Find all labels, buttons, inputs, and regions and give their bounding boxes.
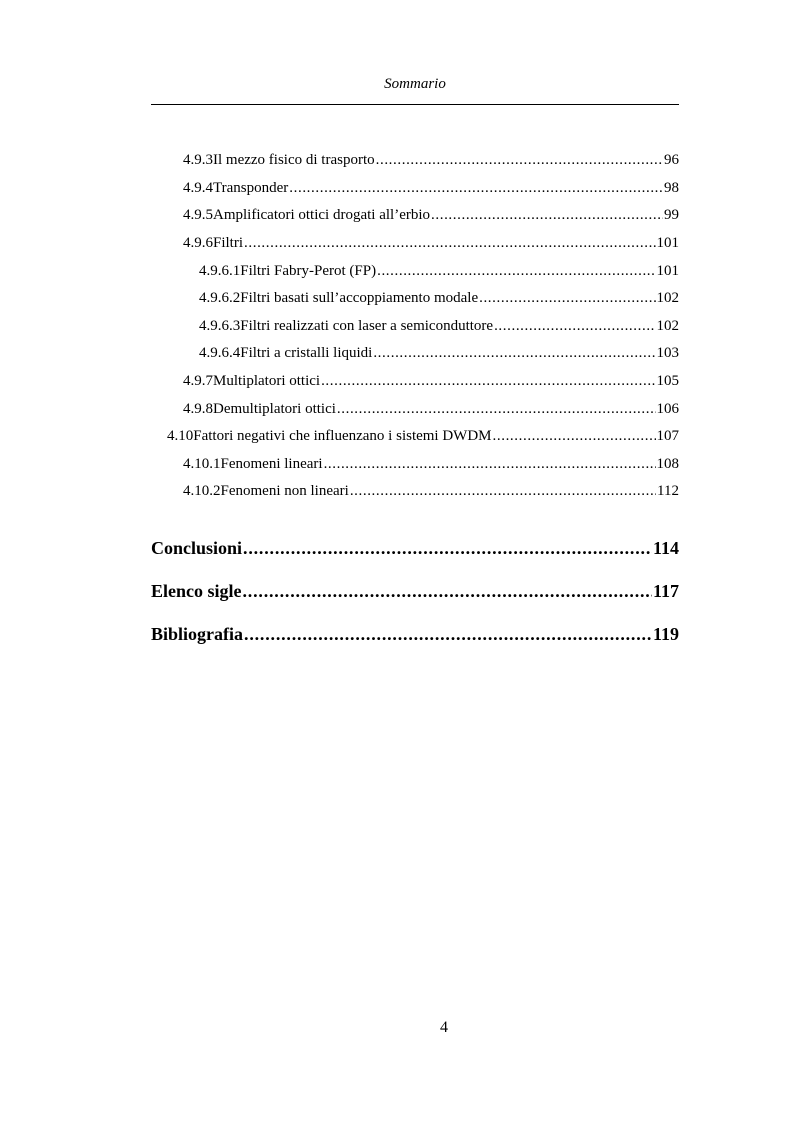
toc-chapter-bibliografia[interactable]: [151, 624, 679, 645]
toc-entry-4-10-2[interactable]: [183, 483, 679, 500]
toc-entry-4-9-6-3[interactable]: [199, 318, 679, 335]
dot-leader: [337, 401, 656, 418]
section-title: Filtri Fabry-Perot (FP): [240, 263, 377, 279]
dot-leader: [376, 152, 663, 169]
dot-leader: [377, 263, 655, 280]
section-number: 4.10.2: [183, 483, 221, 499]
section-page: 99: [664, 207, 679, 223]
section-number: 4.9.6.2: [199, 290, 241, 306]
section-number: 4.9.6.1: [199, 263, 241, 279]
section-page: 112: [657, 483, 679, 499]
section-number: 4.9.6.3: [199, 318, 241, 334]
toc-entry-4-9-6-4[interactable]: [199, 345, 679, 362]
chapter-page: 114: [652, 538, 679, 558]
section-title: Fenomeni non lineari: [220, 483, 349, 499]
dot-leader: [479, 290, 655, 307]
dot-leader: [243, 581, 652, 602]
dot-leader: [244, 235, 655, 252]
toc-entry-4-10[interactable]: [167, 428, 679, 445]
section-page: 102: [656, 290, 679, 306]
toc-entry-4-9-7[interactable]: [183, 373, 679, 390]
section-page: 102: [656, 318, 679, 334]
section-page: 107: [656, 428, 679, 444]
toc-chapter-conclusioni[interactable]: [151, 538, 679, 559]
toc-entry-4-9-5[interactable]: [183, 207, 679, 224]
section-title: Fattori negativi che influenzano i sistemi DWDM: [193, 428, 492, 444]
toc-entry-4-9-4[interactable]: [183, 180, 679, 197]
section-number: 4.10: [167, 428, 194, 444]
toc-chapter-elenco-sigle[interactable]: [151, 581, 679, 602]
toc-entry-4-9-6-2[interactable]: [199, 290, 679, 307]
section-title: Filtri realizzati con laser a semiconduttore: [240, 318, 494, 334]
section-page: 105: [656, 373, 679, 389]
dot-leader: [431, 207, 663, 224]
section-page: 96: [664, 152, 679, 168]
section-title: Multiplatori ottici: [213, 373, 321, 389]
section-page: 101: [656, 263, 679, 279]
dot-leader: [373, 345, 655, 362]
section-title: Demultiplatori ottici: [213, 401, 336, 417]
section-title: Filtri a cristalli liquidi: [240, 345, 373, 361]
section-page: 98: [664, 180, 679, 196]
section-title: Amplificatori ottici drogati all’erbio: [213, 207, 431, 223]
section-page: 103: [656, 345, 679, 361]
section-title: Filtri: [213, 235, 244, 251]
chapter-title: Elenco sigle: [151, 581, 242, 601]
section-page: 101: [656, 235, 679, 251]
dot-leader: [493, 428, 656, 445]
toc-entry-4-9-8[interactable]: [183, 401, 679, 418]
dot-leader: [350, 483, 656, 500]
section-number: 4.9.8: [183, 401, 213, 417]
section-title: Filtri basati sull’accoppiamento modale: [240, 290, 479, 306]
page-number: 4: [440, 1019, 448, 1036]
toc-entry-4-9-3[interactable]: [183, 152, 679, 169]
dot-leader: [289, 180, 663, 197]
toc-entry-4-10-1[interactable]: [183, 456, 679, 473]
section-page: 108: [656, 456, 679, 472]
toc-entry-4-9-6[interactable]: [183, 235, 679, 252]
section-title: Transponder: [213, 180, 289, 196]
dot-leader: [321, 373, 655, 390]
chapter-page: 117: [652, 581, 679, 601]
dot-leader: [244, 624, 652, 645]
section-title: Il mezzo fisico di trasporto: [213, 152, 375, 168]
toc-entry-4-9-6-1[interactable]: [199, 263, 679, 280]
section-number: 4.9.6.4: [199, 345, 241, 361]
section-number: 4.10.1: [183, 456, 221, 472]
section-title: Fenomeni lineari: [220, 456, 323, 472]
running-header: Sommario: [384, 76, 446, 92]
dot-leader: [243, 538, 652, 559]
section-number: 4.9.5: [183, 207, 213, 223]
chapter-title: Bibliografia: [151, 624, 244, 644]
dot-leader: [324, 456, 656, 473]
section-number: 4.9.7: [183, 373, 213, 389]
section-page: 106: [656, 401, 679, 417]
chapter-title: Conclusioni: [151, 538, 243, 558]
chapter-page: 119: [652, 624, 679, 644]
section-number: 4.9.3: [183, 152, 213, 168]
section-number: 4.9.4: [183, 180, 213, 196]
section-number: 4.9.6: [183, 235, 213, 251]
dot-leader: [494, 318, 655, 335]
